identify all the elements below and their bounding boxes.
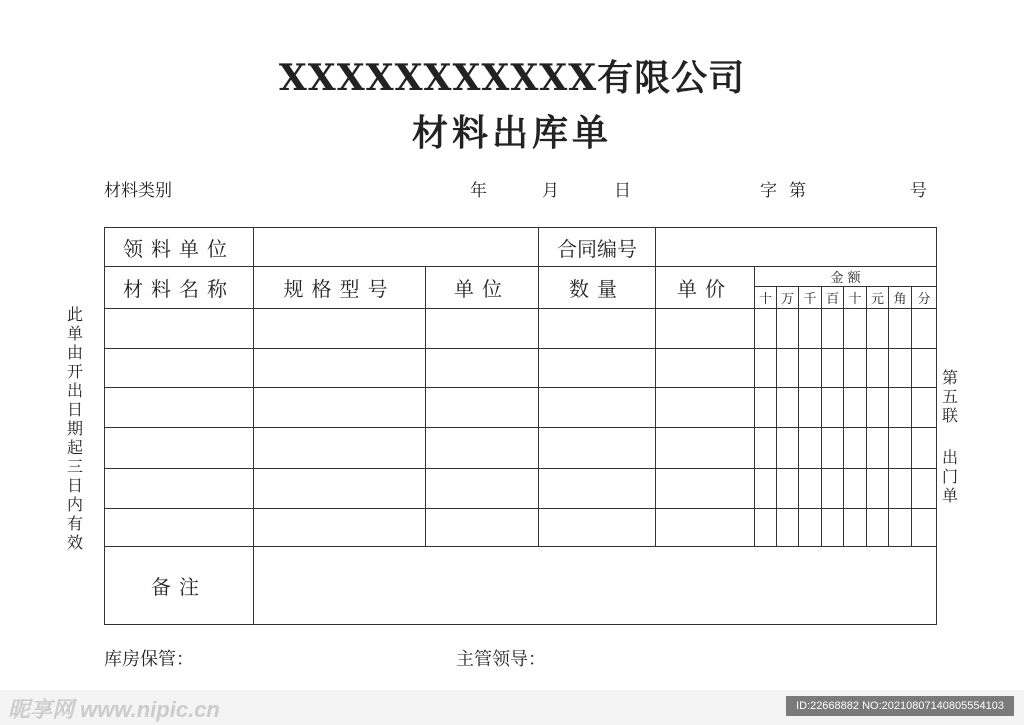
- table-row: [105, 349, 937, 388]
- table-row: [105, 388, 937, 428]
- di-label: 第: [789, 181, 806, 201]
- digit-fen: 分: [912, 287, 937, 309]
- contract-field[interactable]: [656, 228, 937, 267]
- warehouse-keeper-label: 库房保管：: [104, 649, 194, 670]
- company-name: XXXXXXXXXXX有限公司: [278, 57, 746, 99]
- digit-shi: 十: [844, 287, 867, 309]
- table-row: [105, 469, 937, 509]
- watermark-id: ID:22668882 NO:20210807140805554103: [786, 696, 1014, 716]
- header-row-1: [105, 228, 937, 267]
- watermark-brand: 昵享网 www.nipic.cn: [8, 697, 220, 722]
- copy-type: 出门单: [941, 448, 958, 505]
- recv-unit-label: 领料单位: [105, 228, 254, 267]
- year-label: 年: [470, 181, 487, 201]
- table-row: [105, 309, 937, 349]
- contract-label: 合同编号: [539, 228, 656, 267]
- zi-label: 字: [760, 181, 777, 201]
- document-title: 材料出库单: [411, 112, 612, 154]
- outbound-form-table: [104, 227, 937, 625]
- copy-number: 第五联: [941, 368, 958, 425]
- col-unit: 单位: [426, 267, 539, 309]
- digit-qian: 千: [799, 287, 822, 309]
- digit-jiao: 角: [889, 287, 912, 309]
- col-unit-price: 单价: [656, 267, 755, 309]
- remarks-row: [105, 547, 937, 625]
- recv-unit-field[interactable]: [254, 228, 539, 267]
- table-row: [105, 509, 937, 547]
- day-label: 日: [614, 181, 631, 201]
- table-row: [105, 428, 937, 469]
- col-quantity: 数量: [539, 267, 656, 309]
- material-category-label: 材料类别: [104, 181, 172, 201]
- digit-yuan: 元: [867, 287, 889, 309]
- supervisor-label: 主管领导：: [456, 649, 546, 670]
- digit-wan: 万: [777, 287, 799, 309]
- remarks-field[interactable]: [254, 547, 937, 625]
- validity-note: 此单由开出日期起三日内有效: [66, 305, 83, 552]
- digit-bai: 百: [822, 287, 844, 309]
- col-spec: 规格型号: [254, 267, 426, 309]
- col-material-name: 材料名称: [105, 267, 254, 309]
- month-label: 月: [542, 181, 559, 201]
- remarks-label: 备注: [105, 547, 254, 625]
- col-amount: 金 额: [755, 267, 937, 287]
- header-row-2: [105, 267, 937, 287]
- hao-label: 号: [910, 181, 927, 201]
- digit-ten-thousand-ten: 十: [755, 287, 777, 309]
